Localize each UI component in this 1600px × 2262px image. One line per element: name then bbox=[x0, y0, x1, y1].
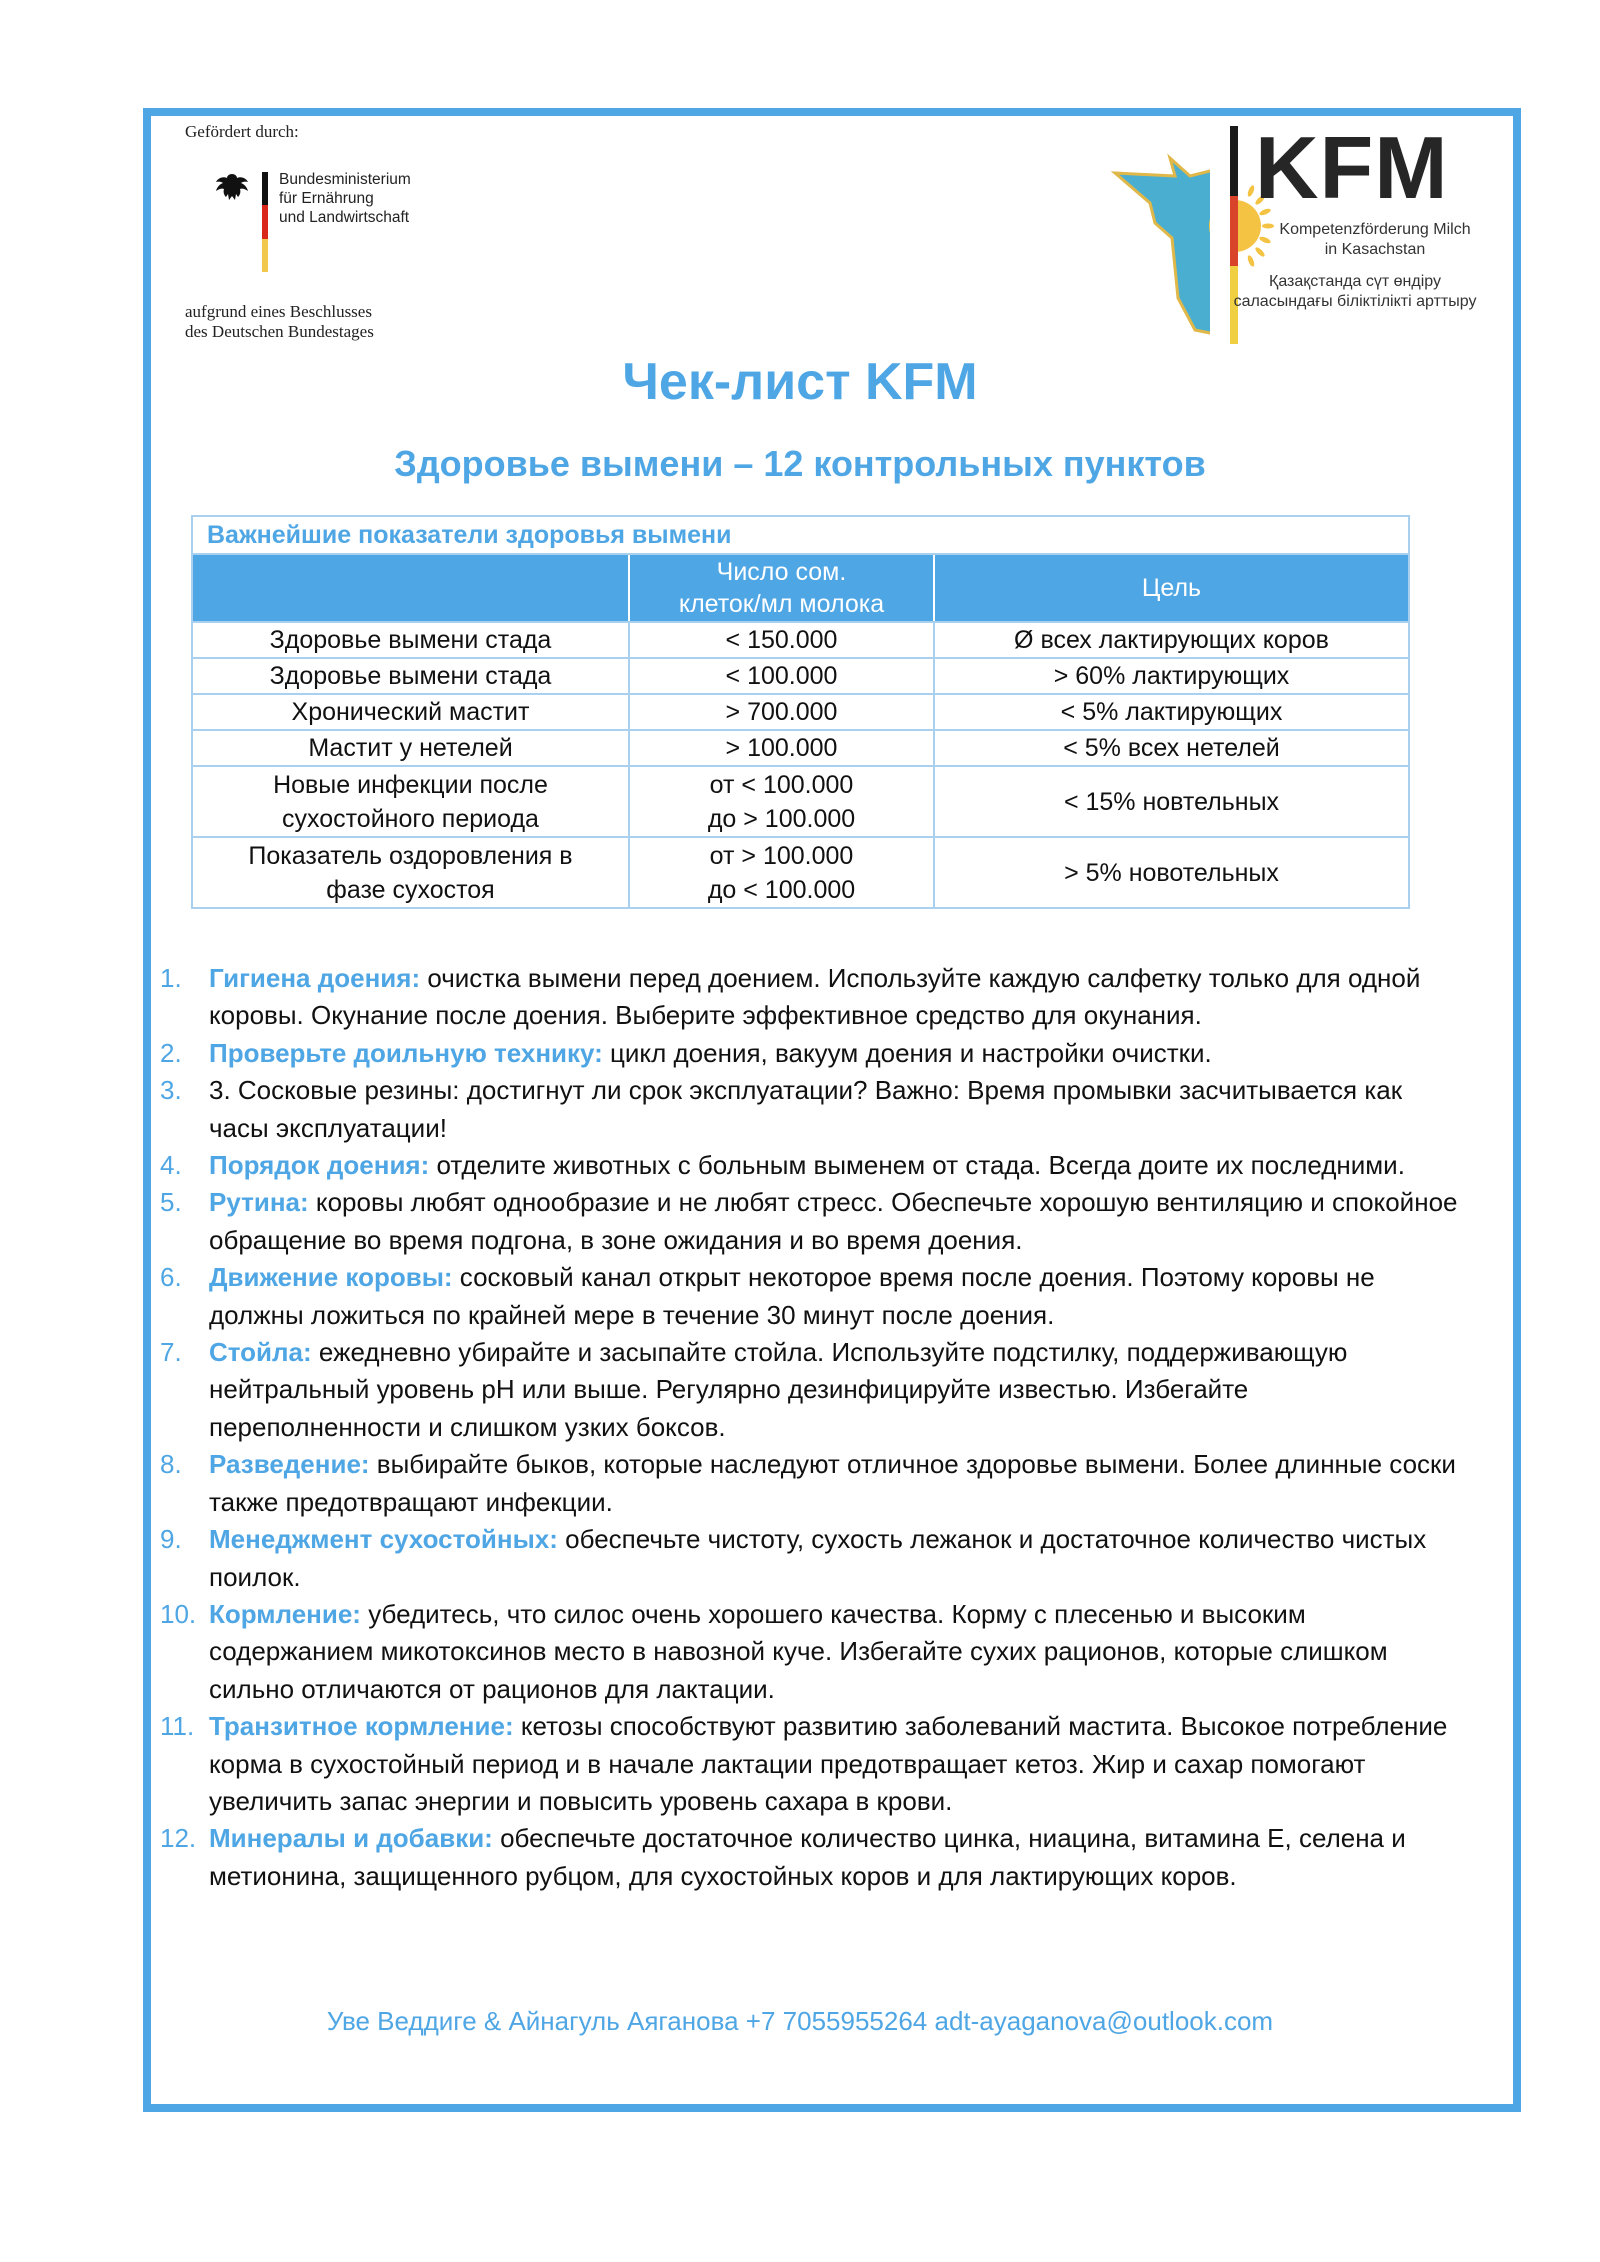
checklist-item bbox=[160, 1521, 1460, 1596]
item-text: 3. Сосковые резины: достигнут ли срок эксплуатации? Важно: Время промывки засчитывается как часы эксплуатации! bbox=[209, 1075, 1403, 1143]
item-number: 7. bbox=[160, 1337, 182, 1368]
scc-cell: > 700.000 bbox=[629, 694, 934, 730]
checklist-item bbox=[160, 1072, 1460, 1147]
cell-line: от > 100.000 bbox=[709, 841, 854, 870]
item-heading: Минералы и добавки: bbox=[209, 1823, 493, 1854]
resolution-line: aufgrund eines Beschlusses bbox=[185, 302, 372, 321]
item-heading: Движение коровы: bbox=[209, 1262, 453, 1293]
column-header-target: Цель bbox=[934, 554, 1409, 622]
checklist-item bbox=[160, 960, 1460, 1035]
column-header-scc bbox=[629, 554, 934, 622]
table-caption: Важнейшие показатели здоровья вымени bbox=[192, 516, 1409, 554]
ministry-line: Bundesministerium bbox=[279, 171, 411, 188]
item-number: 10. bbox=[160, 1598, 197, 1629]
table-row bbox=[192, 658, 1409, 694]
author-contact-footer: Уве Веддиге & Айнагуль Аяганова +7 7055955264 adt-ayaganova@outlook.com bbox=[326, 2006, 1274, 2036]
item-text: убедитесь, что силос очень хорошего качества. Корму с плесенью и высоким содержанием микотоксинов место в навозной куче. Избегайте сухих рационов, которые слишком сильно отличаются от рационов для лактации. bbox=[209, 1598, 1388, 1704]
checklist-item bbox=[160, 1035, 1460, 1072]
item-number: 3. bbox=[160, 1075, 182, 1106]
german-flag-bar bbox=[262, 172, 268, 272]
checklist-item bbox=[160, 1147, 1460, 1184]
target-cell: > 60% лактирующих bbox=[934, 658, 1409, 694]
item-text: отделите животных с больным выменем от стада. Всегда доите их последними. bbox=[429, 1150, 1405, 1181]
item-text: кетозы способствуют развитию заболеваний мастита. Высокое потребление корма в сухостойный период и в начале лактации предотвращает кетоз. Жир и сахар помогают увеличить запас энергии и повысить уровень сахара в крови. bbox=[209, 1711, 1448, 1816]
kfm-acronym: KFM bbox=[1255, 118, 1449, 217]
cell-line: от < 100.000 bbox=[709, 770, 854, 799]
scc-cell: > 100.000 bbox=[629, 730, 934, 766]
item-text: сосковый канал открыт некоторое время после доения. Поэтому коровы не должны ложиться по крайней мере в течение 30 минут после доения. bbox=[209, 1262, 1375, 1330]
item-text: цикл доения, вакуум доения и настройки очистки. bbox=[602, 1037, 1212, 1068]
item-text: выбирайте быков, которые наследуют отличное здоровье вымени. Более длинные соски также предотвращают инфекции. bbox=[209, 1449, 1456, 1517]
checklist-item bbox=[160, 1334, 1460, 1446]
cell-line: до > 100.000 bbox=[707, 804, 856, 833]
table-row bbox=[192, 694, 1409, 730]
table-row bbox=[192, 730, 1409, 766]
table-caption-row bbox=[192, 516, 1409, 554]
ministry-line: für Ernährung bbox=[279, 190, 374, 207]
target-cell: Ø всех лактирующих коров bbox=[934, 622, 1409, 658]
target-cell: < 15% новтельных bbox=[934, 766, 1409, 837]
scc-cell bbox=[629, 837, 934, 908]
item-text: коровы любят однообразие и не любят стресс. Обеспечьте хорошую вентиляцию и спокойное обращение во время подгона, в зоне ожидания и во время доения. bbox=[209, 1187, 1458, 1255]
target-cell: < 5% лактирующих bbox=[934, 694, 1409, 730]
scc-cell: < 100.000 bbox=[629, 658, 934, 694]
item-heading: Гигиена доения: bbox=[209, 963, 421, 993]
item-number: 5. bbox=[160, 1187, 182, 1218]
indicator-cell: Мастит у нетелей bbox=[192, 730, 629, 766]
indicator-cell: Здоровье вымени стада bbox=[192, 622, 629, 658]
indicator-cell bbox=[192, 837, 629, 908]
item-number: 2. bbox=[160, 1037, 182, 1068]
item-number: 11. bbox=[160, 1711, 195, 1742]
item-number: 6. bbox=[160, 1262, 182, 1293]
checklist-item bbox=[160, 1820, 1460, 1895]
cell-line: до < 100.000 bbox=[707, 875, 856, 904]
kfm-subtitle-line: in Kasachstan bbox=[1324, 241, 1426, 258]
indicator-cell: Хронический мастит bbox=[192, 694, 629, 730]
checklist-item bbox=[160, 1708, 1460, 1820]
item-number: 12. bbox=[160, 1823, 197, 1854]
column-header-line: клеток/мл молока bbox=[678, 590, 885, 618]
item-heading: Проверьте доильную технику: bbox=[209, 1037, 603, 1068]
item-text: очистка вымени перед доением. Используйте каждую салфетку только для одной коровы. Окунание после доения. Выберите эффективное средство для окунания. bbox=[209, 963, 1421, 1031]
udder-health-indicators-table bbox=[191, 515, 1410, 909]
table-header-row bbox=[192, 554, 1409, 622]
scc-cell: < 150.000 bbox=[629, 622, 934, 658]
item-heading: Менеджмент сухостойных: bbox=[209, 1524, 558, 1555]
checklist-item bbox=[160, 1259, 1460, 1334]
item-heading: Рутина: bbox=[209, 1187, 309, 1218]
indicator-cell: Здоровье вымени стада bbox=[192, 658, 629, 694]
item-text: обеспечьте чистоту, сухость лежанок и достаточное количество чистых поилок. bbox=[209, 1524, 1427, 1592]
item-text: ежедневно убирайте и засыпайте стойла. Используйте подстилку, поддерживающую нейтральный уровень pH или выше. Регулярно дезинфицируйте известью. Избегайте переполненности и слишком узких боксов. bbox=[209, 1337, 1348, 1442]
kfm-kazakh-line: Қазақстанда сүт өндіру bbox=[1269, 273, 1441, 290]
indicator-cell bbox=[192, 766, 629, 837]
table-row bbox=[192, 837, 1409, 908]
federal-eagle-icon bbox=[212, 170, 252, 210]
target-cell: > 5% новотельных bbox=[934, 837, 1409, 908]
funded-by-label: Gefördert durch: bbox=[185, 122, 299, 141]
checklist-item bbox=[160, 1446, 1460, 1521]
kfm-kazakh-subtitle bbox=[1195, 272, 1515, 312]
item-heading: Стойла: bbox=[209, 1337, 312, 1368]
kfm-kazakh-line: саласындағы біліктілікті арттыру bbox=[1233, 293, 1477, 310]
cell-line: сухостойного периода bbox=[282, 804, 539, 833]
checklist-item bbox=[160, 1184, 1460, 1259]
checklist bbox=[160, 960, 1460, 1895]
ministry-line: und Landwirtschaft bbox=[279, 209, 410, 226]
item-number: 4. bbox=[160, 1150, 182, 1181]
ministry-name bbox=[279, 170, 411, 227]
item-number: 8. bbox=[160, 1449, 182, 1480]
column-header-indicator bbox=[192, 554, 629, 622]
item-number: 1. bbox=[160, 963, 182, 993]
table-row bbox=[192, 622, 1409, 658]
page-subtitle: Здоровье вымени – 12 контрольных пунктов bbox=[394, 443, 1206, 484]
item-heading: Разведение: bbox=[209, 1449, 370, 1480]
table-row bbox=[192, 766, 1409, 837]
page-title: Чек-лист KFM bbox=[622, 353, 978, 411]
item-number: 9. bbox=[160, 1524, 182, 1555]
item-heading: Кормление: bbox=[209, 1598, 361, 1629]
cell-line: Новые инфекции после bbox=[273, 770, 548, 799]
scc-cell bbox=[629, 766, 934, 837]
kfm-subtitle bbox=[1240, 220, 1510, 260]
cell-line: фазе сухостоя bbox=[326, 875, 495, 904]
item-text: обеспечьте достаточное количество цинка, ниацина, витамина Е, селена и метионина, защищенного рубцом, для сухостойных коров и для лактирующих коров. bbox=[209, 1823, 1406, 1891]
checklist-item bbox=[160, 1596, 1460, 1708]
cell-line: Показатель оздоровления в bbox=[248, 841, 573, 870]
item-heading: Транзитное кормление: bbox=[209, 1711, 514, 1742]
kfm-subtitle-line: Kompetenzförderung Milch bbox=[1279, 221, 1471, 238]
target-cell: < 5% всех нетелей bbox=[934, 730, 1409, 766]
column-header-line: Число сом. bbox=[716, 558, 847, 586]
resolution-line: des Deutschen Bundestages bbox=[185, 322, 374, 341]
bundestag-resolution bbox=[185, 302, 374, 342]
item-heading: Порядок доения: bbox=[209, 1150, 430, 1181]
